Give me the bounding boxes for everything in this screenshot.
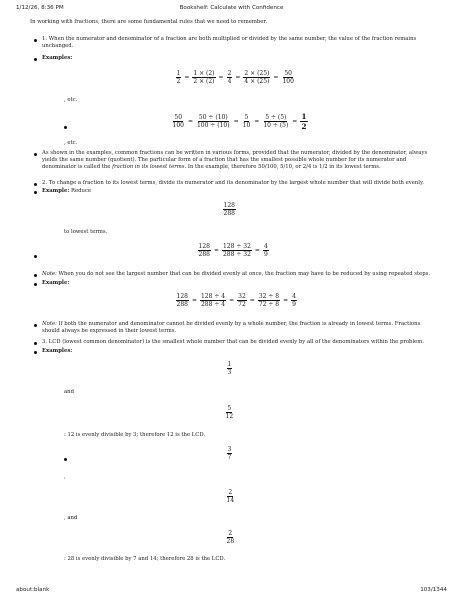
bullet xyxy=(34,58,37,61)
fraction-five-twelfths xyxy=(223,405,236,420)
lcd-text-2: : 28 is evenly divisible by 7 and 14; therefore 28 is the LCD. xyxy=(64,556,226,562)
fraction: $\frac{50}{100}$ xyxy=(172,114,184,129)
bullet xyxy=(34,191,37,194)
page-title: Bookshelf: Calculate with Confidence xyxy=(179,5,284,11)
bullet xyxy=(34,255,37,258)
footer-url: about:blank xyxy=(16,587,50,593)
and-text: and xyxy=(64,389,74,395)
examples-label: Examples: xyxy=(42,348,73,354)
reduce-fraction xyxy=(221,202,237,217)
fraction-one-third xyxy=(225,361,234,376)
fraction: $\frac{128}{288}$ xyxy=(198,243,210,258)
rule1-line2: unchanged. xyxy=(42,43,74,49)
bullet xyxy=(34,342,37,345)
note2-line1: Note: If both the numerator and denominator cannot be divided evenly by a whole number, the fraction is already in lowest terms. Fractions xyxy=(42,321,421,327)
fraction: $\frac{1 \times (2)}{2 \times (2)}$ xyxy=(193,70,215,85)
fraction: $\frac{128 \div 32}{288 \div 32}$ xyxy=(222,243,251,258)
fraction: $\frac{128 \div 4}{288 \div 4}$ xyxy=(200,293,226,308)
equation-repeated: $\frac{128}{288}$ = $\frac{128 \div 4}{288 \div 4}$ = $\frac{32}{72}$ = $\frac{32 \div 8}{72 \div 8}$ = $\frac{4}{9}$ xyxy=(176,293,296,308)
fraction: $\frac{5 \div (5)}{10 \div (5)}$ xyxy=(263,114,289,129)
fraction: $\frac{2}{14}$ xyxy=(226,489,235,504)
print-datetime: 1/12/26, 8:36 PM xyxy=(16,5,64,11)
rule3-line1: 3. LCD (lowest common denominator) is the smallest whole number that can be divided evenly by all of the denominators within the problem. xyxy=(42,339,424,345)
fraction-two-fourteenths xyxy=(224,489,237,504)
note-line: Note: When you do not see the largest number that can be divided evenly at once, the fraction may have to be reduced by using repeated steps. xyxy=(42,271,431,277)
fraction: $\frac{2}{28}$ xyxy=(226,530,235,545)
bullet xyxy=(34,39,37,42)
explain-line3: denominator is called the fraction in its lowest terms. In the example, therefore 50/100, 5/10, or 2/4 is 1/2 in its lowest terms. xyxy=(42,164,381,170)
bullet xyxy=(64,458,67,461)
bullet xyxy=(34,351,37,354)
bullet xyxy=(34,183,37,186)
etc-text: , etc. xyxy=(64,140,78,146)
fraction: $\frac{128}{288}$ xyxy=(176,293,188,308)
note2-line2: should always be expressed in their lowest terms. xyxy=(42,328,177,334)
rule2-line1: 2. To change a fraction to its lowest terms, divide its numerator and its denominator by the largest whole number that will divide both evenly. xyxy=(42,180,424,186)
fraction-two-twentyeighths xyxy=(224,530,237,545)
fraction: $\frac{4}{9}$ xyxy=(263,243,268,258)
page-number: 103/1344 xyxy=(420,587,447,593)
equation-divide: $\frac{50}{100}$ = $\frac{50 \div (10)}{100 \div (10)}$ = $\frac{5}{10}$ = $\frac{5 \div (5)}{10 \div (5)}$ = $\frac{1}{2}$ xyxy=(172,112,307,131)
and-text: , and xyxy=(64,515,78,521)
fraction: $\frac{32}{72}$ xyxy=(238,293,246,308)
fraction: $\frac{3}{7}$ xyxy=(227,446,232,461)
bullet xyxy=(34,153,37,156)
bullet xyxy=(34,324,37,327)
fraction: $\frac{2 \times (25)}{4 \times (25)}$ xyxy=(244,70,270,85)
fraction: $\frac{50}{100}$ xyxy=(282,70,294,85)
examples-label: Examples: xyxy=(42,55,73,61)
to-lowest-text: to lowest terms. xyxy=(64,229,108,235)
fraction: $\frac{1}{2}$ xyxy=(176,70,181,85)
bullet xyxy=(34,283,37,286)
intro-text: In working with fractions, there are some fundamental rules that we need to remember. xyxy=(30,19,268,25)
fraction: $\frac{128}{288}$ xyxy=(223,202,235,217)
explain-line1: As shown in the examples, common fractions can be written in various forms, provided that the numerator, divided by the denominator, always xyxy=(42,150,428,156)
fraction: $\frac{1}{3}$ xyxy=(227,361,232,376)
lcd-text-1: : 12 is evenly divisible by 3; therefore 12 is the LCD. xyxy=(64,432,206,438)
equation-multiply: $\frac{1}{2}$ = $\frac{1 \times (2)}{2 \times (2)}$ = $\frac{2}{4}$ = $\frac{2 \times (25)}{4 \times (25)}$ = $\frac{50}{100}$ xyxy=(176,70,294,85)
example-label: Example: xyxy=(42,280,70,286)
fraction-three-sevenths xyxy=(225,446,234,461)
fraction: $\frac{5}{10}$ xyxy=(242,114,251,129)
etc-text: , etc. xyxy=(64,97,78,103)
fraction: $\frac{50 \div (10)}{100 \div (10)}$ xyxy=(196,114,230,129)
fraction: $\frac{5}{12}$ xyxy=(225,405,234,420)
rule1-line1: 1. When the numerator and denominator of a fraction are both multiplied or divided by the same number, the value of the fraction remains xyxy=(42,36,417,42)
equation-reduce: $\frac{128}{288}$ = $\frac{128 \div 32}{288 \div 32}$ = $\frac{4}{9}$ xyxy=(198,243,268,258)
bullet xyxy=(64,126,67,129)
fraction: $\frac{1}{2}$ xyxy=(301,112,307,131)
fraction: $\frac{2}{4}$ xyxy=(227,70,232,85)
rule2-example: Example: Reduce xyxy=(42,188,91,194)
bullet xyxy=(34,274,37,277)
fraction: $\frac{32 \div 8}{72 \div 8}$ xyxy=(258,293,280,308)
explain-line2: yields the same number (quotient). The particular form of a fraction that has the smallest possible whole number for its numerator and xyxy=(42,157,407,163)
comma-text: , xyxy=(64,474,66,480)
fraction: $\frac{4}{9}$ xyxy=(292,293,296,308)
